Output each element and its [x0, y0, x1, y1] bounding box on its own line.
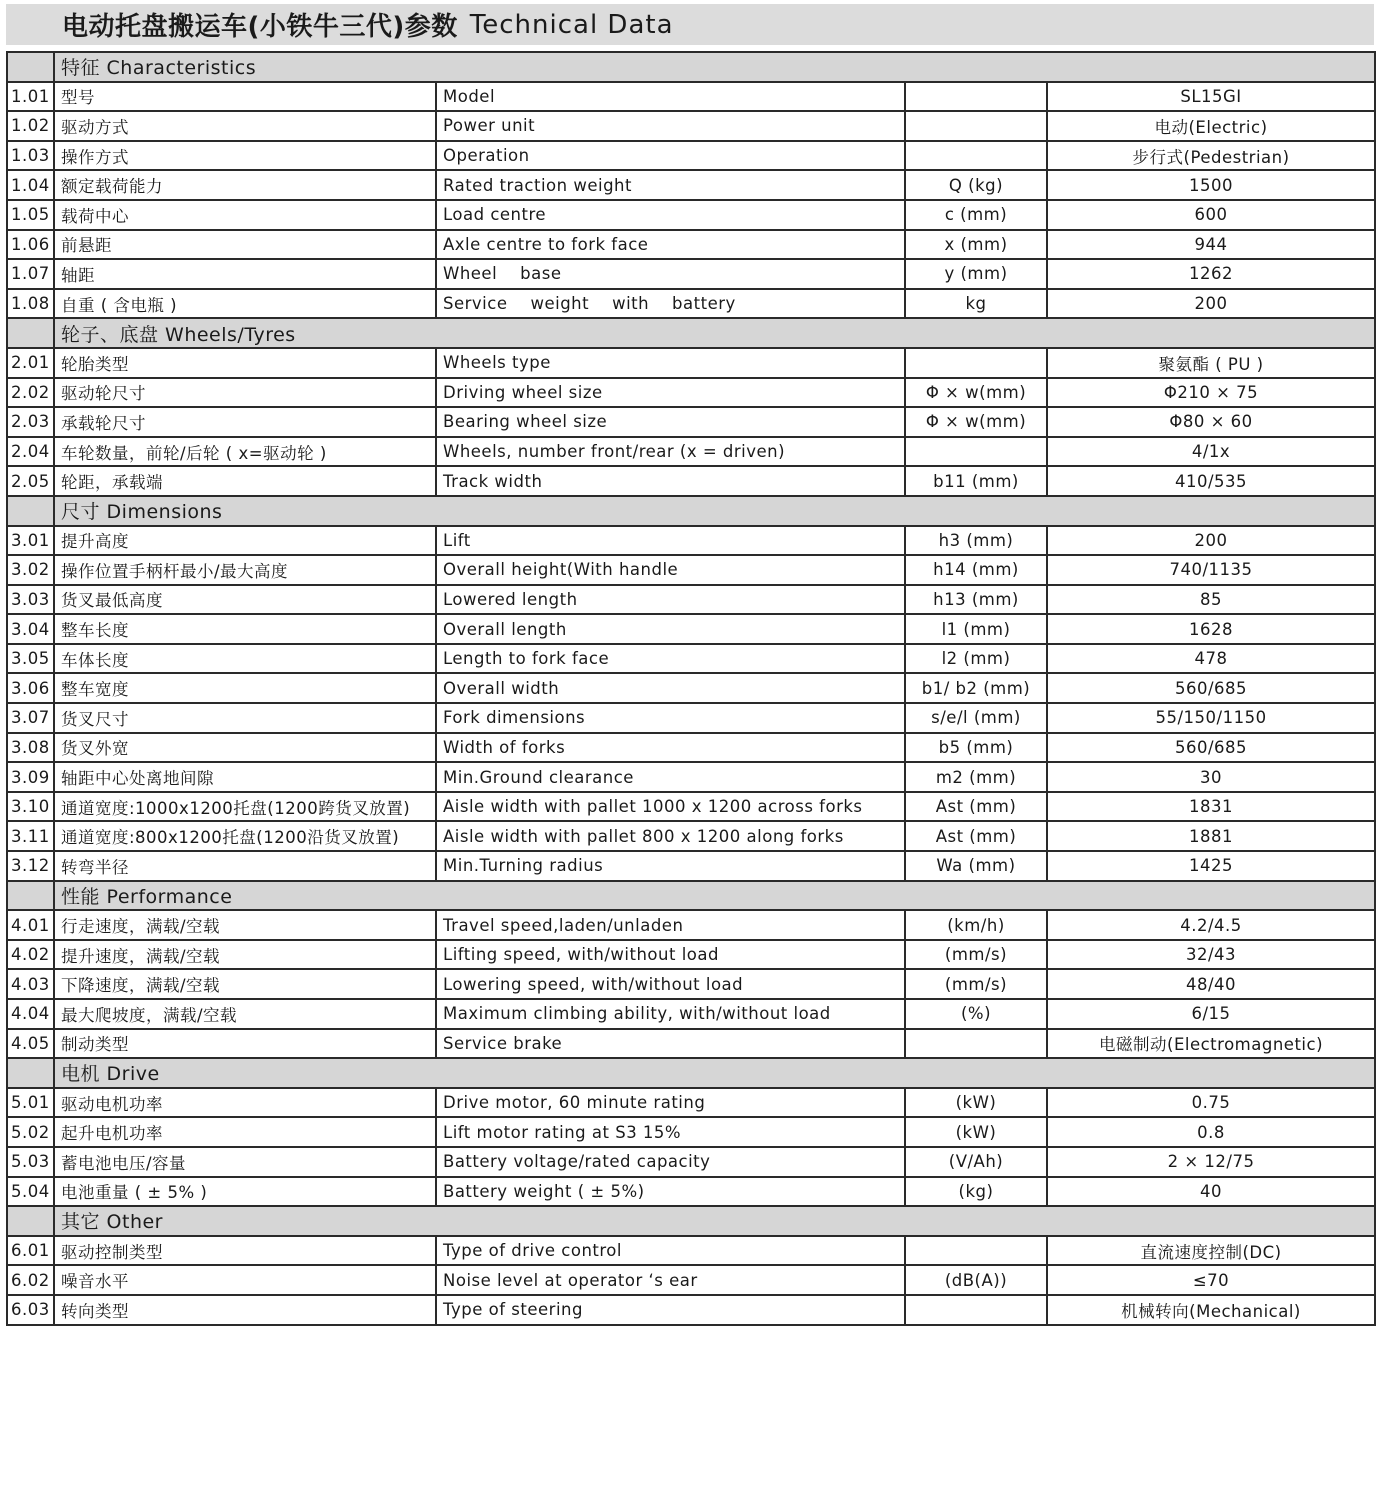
spec-number: 1.08 [7, 289, 54, 319]
section-header-blank [7, 1206, 54, 1236]
spec-number: 3.08 [7, 733, 54, 763]
spec-value: 电磁制动(Electromagnetic) [1047, 1029, 1375, 1059]
spec-unit: s/e/l (mm) [905, 703, 1047, 733]
spec-number: 1.04 [7, 170, 54, 200]
spec-number: 5.04 [7, 1177, 54, 1207]
spec-row [7, 733, 1375, 763]
spec-row [7, 644, 1375, 674]
section-header-row [7, 52, 1375, 82]
spec-value: ≤70 [1047, 1265, 1375, 1295]
spec-name-en: Track width [436, 466, 905, 496]
spec-name-cn: 货叉外宽 [54, 733, 436, 763]
spec-name-en: Fork dimensions [436, 703, 905, 733]
spec-number: 2.02 [7, 378, 54, 408]
spec-row [7, 437, 1375, 467]
spec-name-en: Type of steering [436, 1295, 905, 1325]
spec-name-en: Battery voltage/rated capacity [436, 1147, 905, 1177]
spec-value: 4.2/4.5 [1047, 910, 1375, 940]
spec-name-cn: 最大爬坡度，满载/空载 [54, 999, 436, 1029]
spec-value: 48/40 [1047, 969, 1375, 999]
technical-data-body [7, 52, 1375, 1325]
spec-number: 5.01 [7, 1088, 54, 1118]
spec-row [7, 555, 1375, 585]
spec-row [7, 82, 1375, 112]
spec-name-cn: 轮距，承载端 [54, 466, 436, 496]
section-title: 性能 Performance [54, 881, 1375, 911]
spec-value: 55/150/1150 [1047, 703, 1375, 733]
spec-value: SL15GI [1047, 82, 1375, 112]
spec-name-en: Lifting speed, with/without load [436, 940, 905, 970]
spec-unit: (kW) [905, 1088, 1047, 1118]
spec-row [7, 614, 1375, 644]
spec-number: 1.05 [7, 200, 54, 230]
spec-number: 6.01 [7, 1236, 54, 1266]
spec-name-en: Min.Turning radius [436, 851, 905, 881]
spec-number: 4.04 [7, 999, 54, 1029]
spec-number: 3.07 [7, 703, 54, 733]
spec-value: 740/1135 [1047, 555, 1375, 585]
spec-name-cn: 操作方式 [54, 141, 436, 171]
spec-unit: (dB(A)) [905, 1265, 1047, 1295]
spec-number: 2.05 [7, 466, 54, 496]
spec-name-cn: 提升高度 [54, 526, 436, 556]
spec-number: 2.01 [7, 348, 54, 378]
spec-value: 410/535 [1047, 466, 1375, 496]
section-header-blank [7, 1058, 54, 1088]
spec-name-en: Overall length [436, 614, 905, 644]
spec-value: 机械转向(Mechanical) [1047, 1295, 1375, 1325]
spec-name-cn: 驱动方式 [54, 111, 436, 141]
section-header-row [7, 496, 1375, 526]
spec-value: 32/43 [1047, 940, 1375, 970]
spec-row [7, 969, 1375, 999]
spec-name-en: Wheels type [436, 348, 905, 378]
spec-unit: c (mm) [905, 200, 1047, 230]
spec-row [7, 1177, 1375, 1207]
spec-unit: (mm/s) [905, 940, 1047, 970]
spec-name-cn: 转弯半径 [54, 851, 436, 881]
spec-row [7, 111, 1375, 141]
spec-unit: (V/Ah) [905, 1147, 1047, 1177]
section-header-blank [7, 496, 54, 526]
spec-unit [905, 111, 1047, 141]
spec-name-en: Type of drive control [436, 1236, 905, 1266]
spec-value: 直流速度控制(DC) [1047, 1236, 1375, 1266]
spec-name-en: Rated traction weight [436, 170, 905, 200]
page-title-bar [6, 4, 1374, 45]
spec-name-en: Model [436, 82, 905, 112]
spec-unit: Wa (mm) [905, 851, 1047, 881]
spec-name-en: Lowered length [436, 585, 905, 615]
section-title: 轮子、底盘 Wheels/Tyres [54, 318, 1375, 348]
spec-name-cn: 载荷中心 [54, 200, 436, 230]
spec-value: 0.8 [1047, 1117, 1375, 1147]
spec-value: 聚氨酯 ( PU ) [1047, 348, 1375, 378]
spec-value: 6/15 [1047, 999, 1375, 1029]
spec-name-en: Overall width [436, 673, 905, 703]
spec-name-en: Noise level at operator ‘s ear [436, 1265, 905, 1295]
spec-number: 6.03 [7, 1295, 54, 1325]
spec-name-en: Wheel base [436, 259, 905, 289]
spec-unit: Φ × w(mm) [905, 407, 1047, 437]
spec-number: 4.03 [7, 969, 54, 999]
spec-name-en: Driving wheel size [436, 378, 905, 408]
spec-name-cn: 噪音水平 [54, 1265, 436, 1295]
spec-name-cn: 驱动轮尺寸 [54, 378, 436, 408]
spec-row [7, 585, 1375, 615]
spec-name-en: Lowering speed, with/without load [436, 969, 905, 999]
spec-number: 3.02 [7, 555, 54, 585]
spec-number: 1.03 [7, 141, 54, 171]
spec-value: 0.75 [1047, 1088, 1375, 1118]
spec-unit: b1/ b2 (mm) [905, 673, 1047, 703]
spec-name-en: Overall height(With handle [436, 555, 905, 585]
page-title-cn: 电动托盘搬运车(小铁牛三代)参数 [62, 12, 458, 42]
spec-unit: Q (kg) [905, 170, 1047, 200]
spec-number: 4.02 [7, 940, 54, 970]
spec-value: 1831 [1047, 792, 1375, 822]
spec-value: 600 [1047, 200, 1375, 230]
spec-unit: l2 (mm) [905, 644, 1047, 674]
spec-name-cn: 前悬距 [54, 230, 436, 260]
spec-unit: (%) [905, 999, 1047, 1029]
spec-name-en: Bearing wheel size [436, 407, 905, 437]
spec-value: 1500 [1047, 170, 1375, 200]
spec-name-cn: 通道宽度:1000x1200托盘(1200跨货叉放置) [54, 792, 436, 822]
spec-number: 5.03 [7, 1147, 54, 1177]
spec-number: 1.02 [7, 111, 54, 141]
spec-unit: x (mm) [905, 230, 1047, 260]
spec-name-cn: 轮胎类型 [54, 348, 436, 378]
spec-name-en: Maximum climbing ability, with/without load [436, 999, 905, 1029]
spec-row [7, 1117, 1375, 1147]
spec-row [7, 762, 1375, 792]
spec-value: 2 × 12/75 [1047, 1147, 1375, 1177]
spec-name-cn: 轴距 [54, 259, 436, 289]
spec-row [7, 466, 1375, 496]
spec-name-en: Min.Ground clearance [436, 762, 905, 792]
spec-number: 5.02 [7, 1117, 54, 1147]
section-title: 电机 Drive [54, 1058, 1375, 1088]
spec-number: 3.09 [7, 762, 54, 792]
spec-unit: (kW) [905, 1117, 1047, 1147]
technical-data-table [6, 51, 1376, 1326]
spec-value: 478 [1047, 644, 1375, 674]
spec-name-en: Battery weight ( ± 5%) [436, 1177, 905, 1207]
spec-unit: l1 (mm) [905, 614, 1047, 644]
spec-name-en: Operation [436, 141, 905, 171]
spec-name-en: Aisle width with pallet 800 x 1200 along forks [436, 821, 905, 851]
spec-value: Φ80 × 60 [1047, 407, 1375, 437]
spec-row [7, 526, 1375, 556]
spec-name-en: Lift motor rating at S3 15% [436, 1117, 905, 1147]
spec-value: 30 [1047, 762, 1375, 792]
spec-unit: Ast (mm) [905, 821, 1047, 851]
spec-value: 944 [1047, 230, 1375, 260]
spec-row [7, 703, 1375, 733]
spec-unit [905, 1295, 1047, 1325]
spec-row [7, 792, 1375, 822]
spec-name-en: Aisle width with pallet 1000 x 1200 across forks [436, 792, 905, 822]
spec-unit: Ast (mm) [905, 792, 1047, 822]
spec-name-en: Service weight with battery [436, 289, 905, 319]
spec-unit: y (mm) [905, 259, 1047, 289]
spec-unit [905, 1236, 1047, 1266]
spec-row [7, 170, 1375, 200]
spec-unit: (kg) [905, 1177, 1047, 1207]
spec-unit [905, 437, 1047, 467]
spec-name-en: Wheels, number front/rear (x = driven) [436, 437, 905, 467]
spec-row [7, 378, 1375, 408]
spec-name-en: Length to fork face [436, 644, 905, 674]
spec-name-cn: 自重 ( 含电瓶 ) [54, 289, 436, 319]
spec-unit: h13 (mm) [905, 585, 1047, 615]
spec-number: 3.10 [7, 792, 54, 822]
spec-name-cn: 转向类型 [54, 1295, 436, 1325]
spec-number: 1.07 [7, 259, 54, 289]
spec-name-en: Drive motor, 60 minute rating [436, 1088, 905, 1118]
section-title: 特征 Characteristics [54, 52, 1375, 82]
spec-row [7, 821, 1375, 851]
spec-row [7, 141, 1375, 171]
spec-number: 4.05 [7, 1029, 54, 1059]
spec-number: 3.12 [7, 851, 54, 881]
spec-unit: b11 (mm) [905, 466, 1047, 496]
spec-value: 4/1x [1047, 437, 1375, 467]
spec-name-cn: 车轮数量，前轮/后轮 ( x=驱动轮 ) [54, 437, 436, 467]
spec-row [7, 230, 1375, 260]
section-header-blank [7, 318, 54, 348]
spec-number: 3.06 [7, 673, 54, 703]
spec-row [7, 1265, 1375, 1295]
spec-row [7, 673, 1375, 703]
spec-number: 1.06 [7, 230, 54, 260]
spec-unit [905, 82, 1047, 112]
spec-row [7, 1295, 1375, 1325]
section-header-row [7, 318, 1375, 348]
spec-name-cn: 行走速度，满载/空载 [54, 910, 436, 940]
spec-name-cn: 起升电机功率 [54, 1117, 436, 1147]
section-header-row [7, 1058, 1375, 1088]
spec-name-cn: 操作位置手柄杆最小/最大高度 [54, 555, 436, 585]
spec-row [7, 1147, 1375, 1177]
spec-name-cn: 提升速度，满载/空载 [54, 940, 436, 970]
spec-unit: Φ × w(mm) [905, 378, 1047, 408]
spec-number: 3.05 [7, 644, 54, 674]
spec-row [7, 407, 1375, 437]
spec-value: 1881 [1047, 821, 1375, 851]
spec-name-en: Width of forks [436, 733, 905, 763]
section-title: 尺寸 Dimensions [54, 496, 1375, 526]
spec-number: 1.01 [7, 82, 54, 112]
spec-number: 3.03 [7, 585, 54, 615]
spec-name-cn: 整车宽度 [54, 673, 436, 703]
spec-unit: (km/h) [905, 910, 1047, 940]
spec-row [7, 999, 1375, 1029]
spec-unit: h14 (mm) [905, 555, 1047, 585]
section-header-row [7, 1206, 1375, 1236]
spec-number: 3.11 [7, 821, 54, 851]
spec-unit: h3 (mm) [905, 526, 1047, 556]
page-title-en: Technical Data [469, 9, 674, 40]
spec-name-cn: 车体长度 [54, 644, 436, 674]
spec-value: 步行式(Pedestrian) [1047, 141, 1375, 171]
spec-name-en: Service brake [436, 1029, 905, 1059]
spec-value: 200 [1047, 526, 1375, 556]
spec-name-cn: 轴距中心处离地间隙 [54, 762, 436, 792]
spec-row [7, 1088, 1375, 1118]
spec-name-cn: 型号 [54, 82, 436, 112]
spec-name-en: Load centre [436, 200, 905, 230]
spec-name-cn: 驱动控制类型 [54, 1236, 436, 1266]
spec-name-cn: 下降速度，满载/空载 [54, 969, 436, 999]
section-header-blank [7, 881, 54, 911]
spec-unit: m2 (mm) [905, 762, 1047, 792]
spec-unit: kg [905, 289, 1047, 319]
spec-row [7, 910, 1375, 940]
spec-value: 85 [1047, 585, 1375, 615]
spec-value: 1425 [1047, 851, 1375, 881]
spec-name-cn: 货叉最低高度 [54, 585, 436, 615]
spec-value: 电动(Electric) [1047, 111, 1375, 141]
spec-value: 1262 [1047, 259, 1375, 289]
spec-name-cn: 货叉尺寸 [54, 703, 436, 733]
spec-row [7, 200, 1375, 230]
spec-name-cn: 制动类型 [54, 1029, 436, 1059]
spec-value: 1628 [1047, 614, 1375, 644]
spec-name-en: Power unit [436, 111, 905, 141]
spec-number: 2.03 [7, 407, 54, 437]
spec-name-en: Travel speed,laden/unladen [436, 910, 905, 940]
spec-unit [905, 1029, 1047, 1059]
spec-name-cn: 整车长度 [54, 614, 436, 644]
spec-name-cn: 电池重量 ( ± 5% ) [54, 1177, 436, 1207]
spec-name-cn: 通道宽度:800x1200托盘(1200沿货叉放置) [54, 821, 436, 851]
spec-number: 6.02 [7, 1265, 54, 1295]
spec-number: 3.04 [7, 614, 54, 644]
spec-name-cn: 驱动电机功率 [54, 1088, 436, 1118]
section-header-row [7, 881, 1375, 911]
spec-row [7, 289, 1375, 319]
spec-unit [905, 348, 1047, 378]
spec-name-en: Lift [436, 526, 905, 556]
spec-number: 3.01 [7, 526, 54, 556]
spec-value: Φ210 × 75 [1047, 378, 1375, 408]
spec-number: 2.04 [7, 437, 54, 467]
spec-row [7, 348, 1375, 378]
spec-unit [905, 141, 1047, 171]
spec-name-cn: 额定载荷能力 [54, 170, 436, 200]
section-header-blank [7, 52, 54, 82]
spec-row [7, 1029, 1375, 1059]
spec-row [7, 1236, 1375, 1266]
spec-name-en: Axle centre to fork face [436, 230, 905, 260]
spec-value: 200 [1047, 289, 1375, 319]
spec-number: 4.01 [7, 910, 54, 940]
spec-value: 40 [1047, 1177, 1375, 1207]
spec-row [7, 940, 1375, 970]
spec-value: 560/685 [1047, 673, 1375, 703]
spec-name-cn: 承载轮尺寸 [54, 407, 436, 437]
spec-unit: (mm/s) [905, 969, 1047, 999]
spec-value: 560/685 [1047, 733, 1375, 763]
section-title: 其它 Other [54, 1206, 1375, 1236]
spec-unit: b5 (mm) [905, 733, 1047, 763]
spec-row [7, 851, 1375, 881]
spec-row [7, 259, 1375, 289]
spec-name-cn: 蓄电池电压/容量 [54, 1147, 436, 1177]
